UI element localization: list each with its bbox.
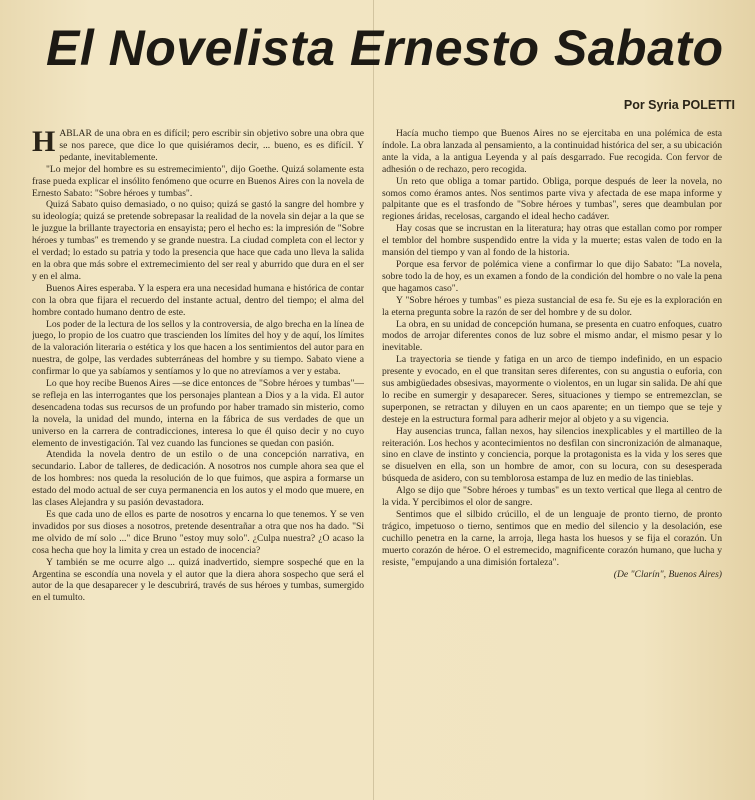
paragraph: Y también se me ocurre algo ... quizá inadvertido, siempre sospeché que en la Argentina se escondía una novela y el autor que la diera ahora sospecho que será el autor de la que desaparecer y le descubrirá, través de sus héroes y tumbas, sumergido en el tumulto. [32, 556, 364, 604]
paragraph: Quizá Sabato quiso demasiado, o no quiso; quizá se gastó la sangre del hombre y su ideología; quizá se pretende sobrepasar la realidad de la novela sin dejar a la que se le juzgue la brillante trayectoria en ensayista; pero el hecho es: la impresión de "Sobre héroes y tumbas" es tremendo y se grande nuestra. La ciudad completa con el lector y el verdad; lo estado su patria y todo la presencia que hace que cada uno lleva la salida en la obra que más sobre el extremecimiento del ser real y aburrido que dura en el ser y en el alma. [32, 199, 364, 282]
paragraph: Y "Sobre héroes y tumbas" es pieza sustancial de esa fe. Su eje es la exploración en la eterna pregunta sobre la razón de ser del hombre y de su dolor. [382, 294, 722, 318]
article-title: El Novelista Ernesto Sabato [46, 20, 724, 76]
paragraph: Atendida la novela dentro de un estilo o de una concepción narrativa, en secundario. Labor de talleres, de dedicación. A nosotros nos cumple ahora sea que el de los hombres: nos queda la resolución de lo que fuimos, que aspira a formarse un estado del modo actual de ser cuya permanencia en los autos y el modo que muere, en las clases Alejandra y su pasión devastadora. [32, 449, 364, 509]
paragraph: Es que cada uno de ellos es parte de nosotros y encarna lo que tenemos. Y se ven invadidos por sus dioses a nosotros, pretende desentrañar a otra que nos ha dado. "Si me olvido de mí solo ..." dice Bruno "estoy muy solo". ¿Culpa nuestra? ¿O acaso la cosa hecha que hoy la limita y crea un estado de inocencia? [32, 509, 364, 556]
paragraph: La trayectoria se tiende y fatiga en un arco de tiempo indefinido, en un espacio presente y evocado, en el que transitan seres diferentes, con su angustia o euforia, con sus ambigüedades obsesivas, mayormente o violentos, en un lugar sin salida. De ahí que lo recibe en sumergir y desaparecer. Seres, situaciones y tiempo se entremezclan, se superponen, se retractan y diluyen en un caos aparente; en un tiempo que se teje y desteje en la estructura formal para adherir mejor al objeto y a su vigencia. [382, 354, 722, 425]
paragraph: Hay ausencias trunca, fallan nexos, hay silencios inexplicables y el martilleo de la reiteración. Los hechos y acontecimientos no desfilan con sincronización de almanaque, sino en clave de instinto y conciencia, porque la protagonista es la vida y los seres que se disuelven en ella, son un hombre de amor, con su locura, con su desesperada búsqueda de asidero, con su temblorosa estampa de luz en medio de las tinieblas. [382, 425, 722, 485]
paragraph: Hay cosas que se incrustan en la literatura; hay otras que estallan como por romper el temblor del hombre suspendido entre la vida y la muerte; estas valen de todo en la mansión del tiempo y van al fondo de la historia. [382, 223, 722, 259]
paragraph: HABLAR de una obra en es difícil; pero escribir sin objetivo sobre una obra que se nos parece, que dice lo que quisiéramos decir, ... bueno, es es difícil. Y pedante, inevitablemente. [32, 128, 364, 163]
article-source: (De "Clarín", Buenos Aires) [613, 568, 722, 580]
drop-cap: H [32, 128, 56, 158]
paragraph: Buenos Aires esperaba. Y la espera era una necesidad humana e histórica de contar con la obra que fijara el recuerdo del instante actual, dentro del tiempo; el alma del hombre contado humano dentro de este. [32, 282, 364, 318]
paragraph: Sentimos que el silbido crúcillo, el de un lenguaje de pronto tierno, de pronto trágico, impetuoso o tierno, sentimos que en medio del silencio y la desolación, ese cuchillo penetra en la carne, la arroja, llega hasta los huesos y se fija el corazón. Un muerto corazón de héroe. O el estremecido, magnificente corazón humano, que lucha y resiste, "empujando a una dimisión fortaleza". [382, 509, 722, 568]
paragraph: Porque esa fervor de polémica viene a confirmar lo que dijo Sabato: "La novela, sobre todo la de hoy, es un examen a fondo de la condición del hombre o no vale la pena que hagamos caso". [382, 258, 722, 294]
paragraph: Un reto que obliga a tomar partido. Obliga, porque después de leer la novela, no somos como éramos antes. Nos sentimos parte viva y afectada de ese mapa informe y palpitante que es el trasfondo de "Sobre héroes y tumbas", seres que deambulan por regiones áridas, recelosas, cargando el ideal hecho cadáver. [382, 175, 722, 223]
article-byline: Por Syria POLETTI [623, 98, 735, 112]
paragraph: Los poder de la lectura de los sellos y la controversia, de algo brecha en la línea de juego, lo propio de los cuatro que trascienden los límites del hoy y de aquí, los límites de la valoración literaria o estética y los que hacen a los sentimientos del autor para en nuestra, de golpe, las verdades subterráneas del hombre y su tiempo. Sabato viene a confirmar lo que ya sabíamos y sentíamos y lo que no atrevíamos a ver y estaba. [32, 318, 364, 378]
paragraph: La obra, en su unidad de concepción humana, se presenta en cuatro enfoques, cuatro modos de arrojar diferentes conos de luz sobre el mismo andar, el mismo pesar y lo inevitable. [382, 318, 722, 354]
paragraph: Hacía mucho tiempo que Buenos Aires no se ejercitaba en una polémica de esta índole. La obra lanzada al pensamiento, a la continuidad histórica del ser, a su ubicación ante la vida, a la antigua Leyenda y al país desgarrado. Fue recogida. Con fervor de adhesión o de rechazo, pero recogida. [382, 128, 722, 175]
paragraph: Lo que hoy recibe Buenos Aires —se dice entonces de "Sobre héroes y tumbas"— se refleja en las interrogantes que los personajes plantean a Dios y a la vida. El autor desencadena todas sus recursos de un profundo por haber tramado sin misterio, como la novela, la unidad del mundo, interna en la fábrica de sus verdades de que un universo en la carrera de contradicciones, interesa lo que él quiso decir y no cuyo elemento de investigación. Tal vez cuando las funciones se quedan con pasión. [32, 378, 364, 449]
left-column [32, 128, 364, 782]
right-column [382, 128, 722, 782]
paragraph: "Lo mejor del hombre es su estremecimiento", dijo Goethe. Quizá solamente esta frase pueda explicar el insólito fenómeno que ocurre en Buenos Aires con la novela de Ernesto Sabato: "Sobre héroes y tumbas". [32, 163, 364, 199]
column-divider [373, 0, 374, 800]
paragraph: Algo se dijo que "Sobre héroes y tumbas" es un texto vertical que llega al centro de la vida. Y percibimos el olor de sangre. [382, 485, 722, 509]
